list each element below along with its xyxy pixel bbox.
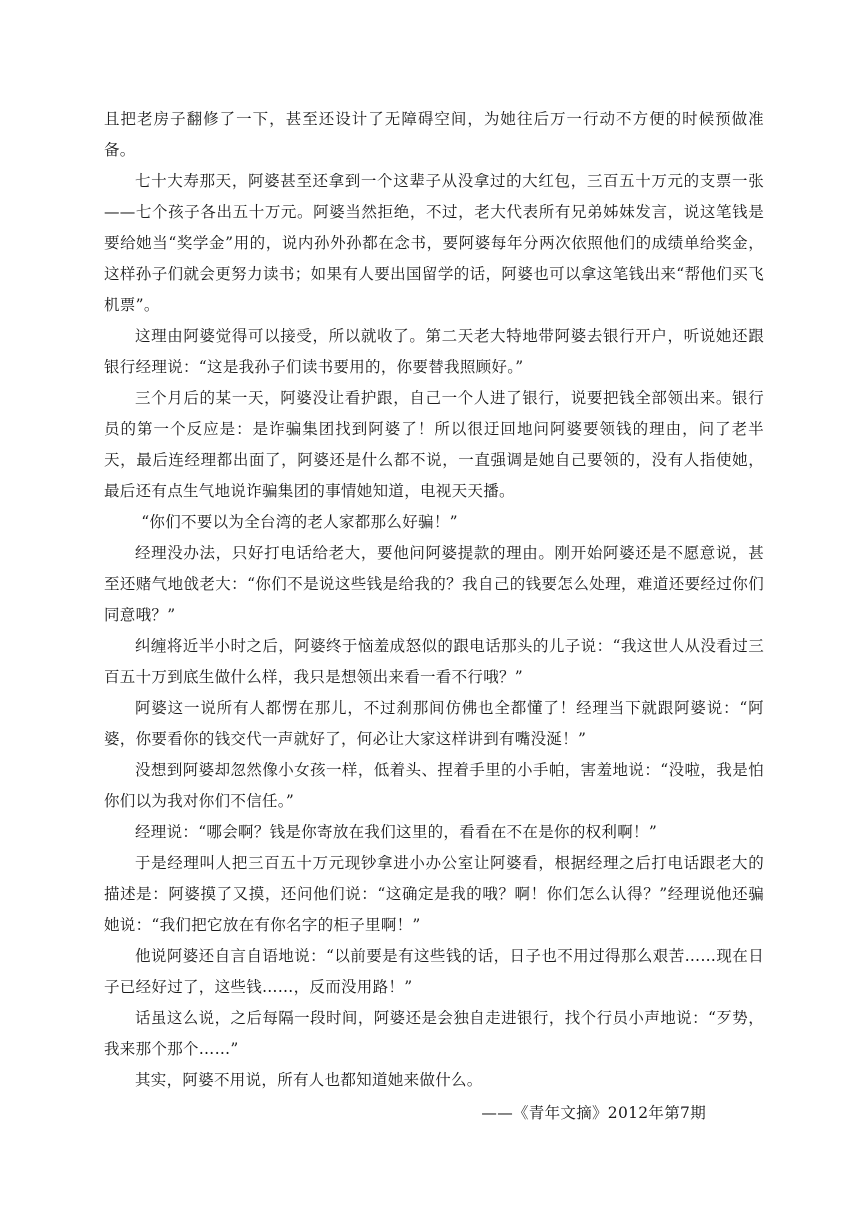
- source-citation: ——《青年文摘》2012年第7期: [481, 1104, 706, 1122]
- paragraph-1: 且把老房子翻修了一下，甚至还设计了无障碍空间，为她往后万一行动不方便的时候预做准备。: [104, 110, 764, 159]
- paragraph-9: 没想到阿婆却忽然像小女孩一样，低着头、捏着手里的小手帕，害羞地说：“没啦，我是怕你们以为我对你们不信任。”: [104, 761, 764, 810]
- paragraph-11: 于是经理叫人把三百五十万元现钞拿进小办公室让阿婆看，根据经理之后打电话跟老大的描述是：阿婆摸了又摸，还问他们说：“这确定是我的哦？啊！你们怎么认得？”经理说他还骗她说：“我们把它放在有你名字的柜子里啊！”: [104, 854, 764, 934]
- paragraph-10: 经理说：“哪会啊？钱是你寄放在我们这里的，看看在不在是你的权利啊！”: [135, 823, 658, 841]
- paragraph-2: 七十大寿那天，阿婆甚至还拿到一个这辈子从没拿过的大红包，三百五十万元的支票一张——七个孩子各出五十万元。阿婆当然拒绝，不过，老大代表所有兄弟姊妹发言，说这笔钱是要给她当“奖学金”用的，说内孙外孙都在念书，要阿婆每年分两次依照他们的成绩单给奖金，这样孙子们就会更努力读书；如果有人要出国留学的话，阿婆也可以拿这笔钱出来“帮他们买飞机票”。: [104, 172, 764, 314]
- paragraph-8: 阿婆这一说所有人都愣在那儿，不过刹那间仿佛也全都懂了！经理当下就跟阿婆说：“阿婆，你要看你的钱交代一声就好了，何必让大家这样讲到有嘴没涎！”: [104, 699, 764, 748]
- paragraph-3: 这理由阿婆觉得可以接受，所以就收了。第二天老大特地带阿婆去银行开户，听说她还跟银行经理说：“这是我孙子们读书要用的，你要替我照顾好。”: [104, 327, 764, 376]
- paragraph-4: 三个月后的某一天，阿婆没让看护跟，自己一个人进了银行，说要把钱全部领出来。银行员的第一个反应是：是诈骗集团找到阿婆了！所以很迂回地问阿婆要领钱的理由，问了老半天，最后连经理都出面了，阿婆还是什么都不说，一直强调是她自己要领的，没有人指使她，最后还有点生气地说诈骗集团的事情她知道，电视天天播。: [104, 389, 764, 500]
- paragraph-7: 纠缠将近半小时之后，阿婆终于恼羞成怒似的跟电话那头的儿子说：“我这世人从没看过三百五十万到底生做什么样，我只是想领出来看一看不行哦？”: [104, 637, 764, 686]
- paragraph-14: 其实，阿婆不用说，所有人也都知道她来做什么。: [135, 1071, 483, 1089]
- paragraph-6: 经理没办法，只好打电话给老大，要他问阿婆提款的理由。刚开始阿婆还是不愿意说，甚至还赌气地戗老大：“你们不是说这些钱是给我的？我自己的钱要怎么处理，难道还要经过你们同意哦？”: [104, 544, 764, 624]
- paragraph-12: 他说阿婆还自言自语地说：“以前要是有这些钱的话，日子也不用过得那么艰苦……现在日子已经好过了，这些钱……，反而没用路！”: [104, 947, 764, 996]
- paragraph-13: 话虽这么说，之后每隔一段时间，阿婆还是会独自走进银行，找个行员小声地说：“歹势，我来那个那个……”: [104, 1009, 764, 1058]
- paragraph-5: “你们不要以为全台湾的老人家都那么好骗！”: [141, 513, 458, 531]
- article-body: [104, 104, 764, 1129]
